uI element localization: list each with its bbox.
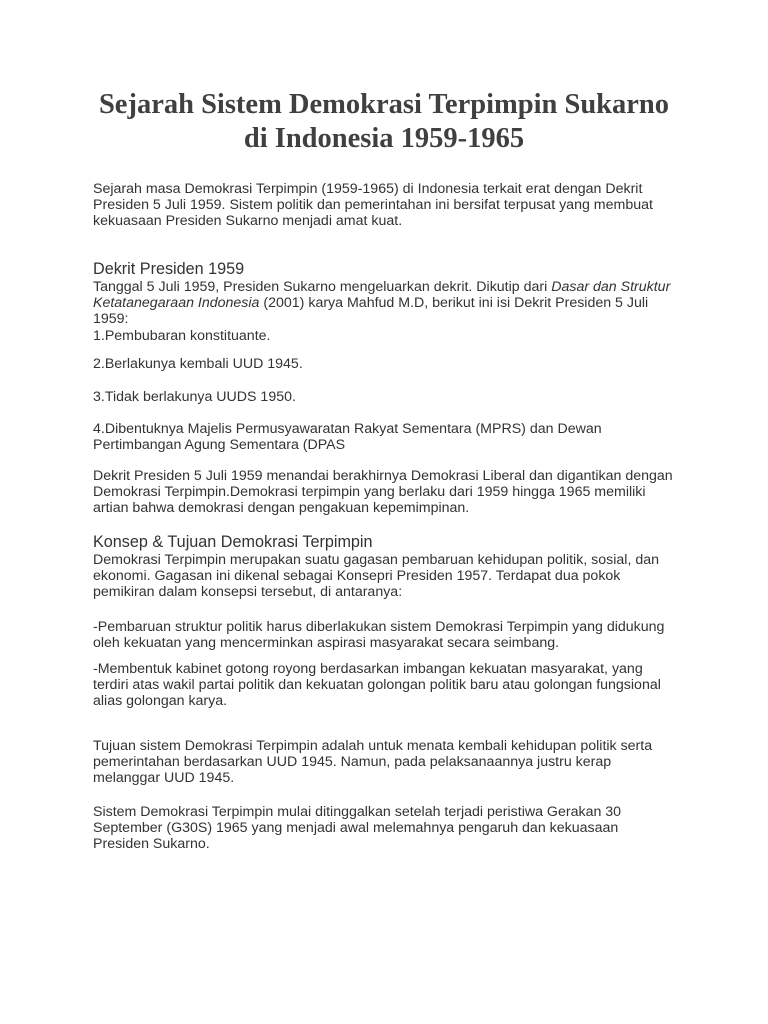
tujuan-line: melanggar UUD 1945. bbox=[93, 770, 235, 787]
section-heading-konsep: Konsep & Tujuan Demokrasi Terpimpin bbox=[93, 533, 373, 551]
dekrit-item-4-line: Pertimbangan Agung Sementara (DPAS bbox=[93, 437, 346, 454]
konsep-point-1-line: oleh kekuatan yang mencerminkan aspirasi masyarakat secara seimbang. bbox=[93, 635, 560, 652]
tujuan-line: Tujuan sistem Demokrasi Terpimpin adalah untuk menata kembali kehidupan politik serta bbox=[93, 738, 653, 754]
dekrit-item-4-line: 4.Dibentuknya Majelis Permusyawaratan Rakyat Sementara (MPRS) dan Dewan bbox=[93, 421, 602, 437]
title-line-1: Sejarah Sistem Demokrasi Terpimpin Sukarno bbox=[98, 89, 670, 120]
dekrit-intro-line bbox=[93, 279, 693, 295]
konsep-point-1-line: -Pembaruan struktur politik harus diberlakukan sistem Demokrasi Terpimpin yang didukung bbox=[93, 619, 665, 635]
konsep-line: ekonomi. Gagasan ini dikenal sebagai Konsepri Presiden 1957. Terdapat dua pokok bbox=[93, 568, 621, 585]
dekrit-closing-line: Demokrasi Terpimpin.Demokrasi terpimpin yang berlaku dari 1959 hingga 1965 memiliki bbox=[93, 484, 646, 501]
penutup-line: Sistem Demokrasi Terpimpin mulai ditinggalkan setelah terjadi peristiwa Gerakan 30 bbox=[93, 804, 622, 820]
book-title-part-2: Ketatanegaraan Indonesia bbox=[93, 295, 260, 312]
dekrit-intro-paragraph bbox=[93, 279, 693, 344]
section-heading-dekrit: Dekrit Presiden 1959 bbox=[93, 260, 245, 278]
dekrit-closing-line: artian bahwa demokrasi dengan pengakuan kepemimpinan. bbox=[93, 500, 470, 517]
konsep-line: pemikiran dalam konsepsi tersebut, di antaranya: bbox=[93, 584, 403, 601]
dekrit-item-4 bbox=[93, 421, 693, 453]
dekrit-intro-line: 1959: bbox=[93, 311, 129, 328]
tujuan-line: pemerintahan berdasarkan UUD 1945. Namun, pada pelaksanaannya justru kerap bbox=[93, 754, 612, 771]
dekrit-closing-line: Dekrit Presiden 5 Juli 1959 menandai berakhirnya Demokrasi Liberal dan digantikan dengan bbox=[93, 468, 673, 484]
penutup-line: Presiden Sukarno. bbox=[93, 836, 210, 853]
dekrit-intro-text: (2001) karya Mahfud M.D, berikut ini isi Dekrit Presiden 5 Juli bbox=[259, 295, 649, 312]
dekrit-item-2: 2.Berlakunya kembali UUD 1945. bbox=[93, 356, 303, 372]
konsep-point-2 bbox=[93, 661, 693, 710]
intro-line: kekuasaan Presiden Sukarno menjadi amat kuat. bbox=[93, 213, 403, 230]
konsep-point-2-line: alias golongan karya. bbox=[93, 693, 228, 710]
konsep-point-1 bbox=[93, 619, 693, 651]
dekrit-intro-line bbox=[93, 295, 693, 311]
konsep-line: Demokrasi Terpimpin merupakan suatu gagasan pembaruan kehidupan politik, sosial, dan bbox=[93, 552, 659, 568]
penutup-paragraph bbox=[93, 804, 693, 853]
dekrit-item-1: 1.Pembubaran konstituante. bbox=[93, 327, 271, 344]
intro-line: Presiden 5 Juli 1959. Sistem politik dan pemerintahan ini bersifat terpusat yang membuat bbox=[93, 197, 653, 214]
dekrit-item-3: 3.Tidak berlakunya UUDS 1950. bbox=[93, 389, 296, 405]
dekrit-intro-text: Tanggal 5 Juli 1959, Presiden Sukarno mengeluarkan dekrit. Dikutip dari bbox=[93, 279, 552, 295]
book-title-part-1: Dasar dan Struktur bbox=[551, 279, 671, 295]
title-line-2: di Indonesia 1959-1965 bbox=[243, 123, 525, 154]
intro-line: Sejarah masa Demokrasi Terpimpin (1959-1965) di Indonesia terkait erat dengan Dekrit bbox=[93, 181, 643, 197]
konsep-point-2-line: -Membentuk kabinet gotong royong berdasarkan imbangan kekuatan masyarakat, yang bbox=[93, 661, 643, 677]
dekrit-closing-paragraph bbox=[93, 468, 693, 517]
konsep-paragraph bbox=[93, 552, 693, 601]
penutup-line: September (G30S) 1965 yang menjadi awal melemahnya pengaruh dan kekuasaan bbox=[93, 820, 619, 837]
intro-paragraph bbox=[93, 181, 693, 230]
document-title bbox=[60, 88, 708, 156]
tujuan-paragraph bbox=[93, 738, 693, 787]
konsep-point-2-line: terdiri atas wakil partai politik dan kekuatan golongan politik baru atau golongan fungsional bbox=[93, 677, 661, 694]
